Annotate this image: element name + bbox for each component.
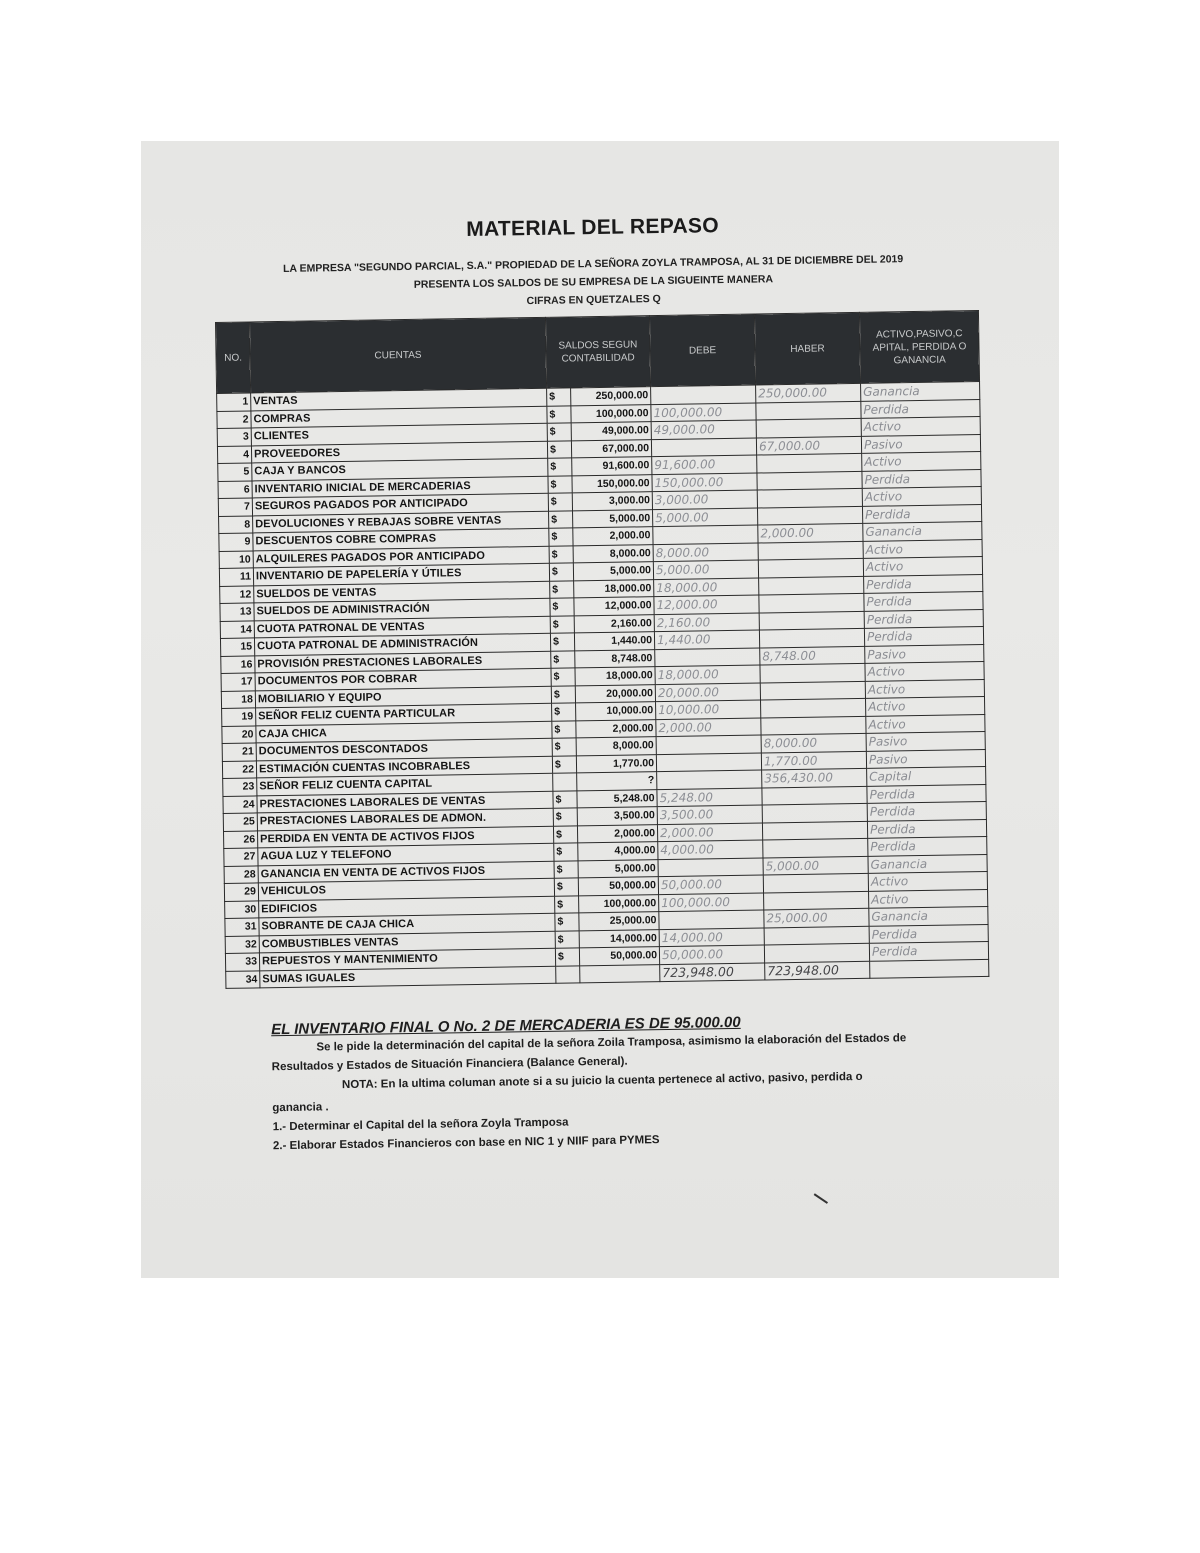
currency-symbol: $ <box>552 738 576 756</box>
currency-symbol: $ <box>550 633 574 651</box>
credit-amount: 67,000.00 <box>756 436 861 455</box>
row-number: 23 <box>223 778 257 796</box>
credit-amount: 25,000.00 <box>764 908 869 927</box>
book-balance: ? <box>577 772 657 791</box>
row-number: 12 <box>220 585 254 603</box>
header-no: NO. <box>216 322 251 394</box>
currency-symbol: $ <box>555 913 579 931</box>
account-name: VEHICULOS <box>258 878 554 900</box>
debit-amount: 150,000.00 <box>652 473 757 492</box>
debit-amount <box>651 385 756 404</box>
debit-amount: 49,000.00 <box>651 420 756 439</box>
currency-symbol: $ <box>547 405 571 423</box>
row-number: 14 <box>220 620 254 638</box>
row-number: 21 <box>222 743 256 761</box>
currency-symbol: $ <box>554 843 578 861</box>
credit-amount: 2,000.00 <box>758 523 863 542</box>
debit-amount: 2,000.00 <box>656 717 761 736</box>
subtitle-line-2: PRESENTA LOS SALDOS DE SU EMPRESA DE LA SIGUEINTE MANERA <box>413 273 774 291</box>
header-cuentas: CUENTAS <box>250 317 547 393</box>
account-name: PROVISIÓN PRESTACIONES LABORALES <box>255 651 551 673</box>
row-number: 28 <box>224 865 258 883</box>
row-number: 29 <box>224 883 258 901</box>
debit-amount: 5,000.00 <box>653 508 758 527</box>
currency-symbol: $ <box>553 825 577 843</box>
debit-amount: 4,000.00 <box>658 840 763 859</box>
credit-amount <box>764 891 869 910</box>
row-number: 20 <box>222 725 256 743</box>
book-balance: 2,000.00 <box>573 527 653 546</box>
account-name: ALQUILERES PAGADOS POR ANTICIPADO <box>253 546 549 568</box>
account-name: REPUESTOS Y MANTENIMIENTO <box>259 948 555 970</box>
currency-symbol: $ <box>549 545 573 563</box>
account-name: SUELDOS DE VENTAS <box>254 581 550 603</box>
account-classification: Activo <box>866 714 985 733</box>
debit-amount <box>659 910 764 929</box>
account-classification: Activo <box>862 487 981 506</box>
account-classification: Capital <box>867 766 986 785</box>
header-haber: HABER <box>754 312 860 385</box>
currency-symbol: $ <box>551 685 575 703</box>
book-balance: 25,000.00 <box>579 912 659 931</box>
book-balance: 67,000.00 <box>571 439 651 458</box>
currency-symbol: $ <box>547 388 571 406</box>
debit-amount: 50,000.00 <box>658 875 763 894</box>
credit-amount <box>764 943 869 962</box>
row-number: 13 <box>220 603 254 621</box>
account-classification: Pasivo <box>861 434 980 453</box>
debit-amount: 20,000.00 <box>655 682 760 701</box>
currency-symbol: $ <box>550 580 574 598</box>
currency-symbol: $ <box>554 860 578 878</box>
instruction-line-2: Resultados y Estados de Situación Financiera (Balance General). <box>271 1055 628 1074</box>
debit-amount: 2,160.00 <box>654 613 759 632</box>
currency-symbol: $ <box>551 650 575 668</box>
credit-amount <box>763 838 868 857</box>
book-balance: 8,000.00 <box>576 737 656 756</box>
task-2: 2.- Elaborar Estados Financieros con base en NIC 1 y NIIF para PYMES <box>272 1134 660 1153</box>
credit-amount <box>757 506 862 525</box>
account-classification: Ganancia <box>868 854 987 873</box>
account-classification: Perdida <box>867 784 986 803</box>
book-balance: 150,000.00 <box>572 474 652 493</box>
currency-symbol: $ <box>550 615 574 633</box>
book-balance: 10,000.00 <box>576 702 656 721</box>
debit-amount: 12,000.00 <box>654 595 759 614</box>
currency-symbol: $ <box>550 598 574 616</box>
book-balance: 14,000.00 <box>579 929 659 948</box>
account-classification: Activo <box>863 556 982 575</box>
debit-amount <box>656 735 761 754</box>
currency-symbol: $ <box>548 493 572 511</box>
debit-amount: 1,440.00 <box>654 630 759 649</box>
book-balance: 5,000.00 <box>578 859 658 878</box>
debit-amount: 100,000.00 <box>651 403 756 422</box>
header-debe: DEBE <box>649 314 755 387</box>
book-balance: 5,000.00 <box>573 509 653 528</box>
account-classification: Perdida <box>862 504 981 523</box>
table-body <box>217 382 989 989</box>
debit-amount: 100,000.00 <box>659 892 764 911</box>
credit-amount <box>757 453 862 472</box>
book-balance: 3,500.00 <box>577 807 657 826</box>
instruction-line-1: Se le pide la determinación del capital de la señora Zoila Tramposa, asimismo la elaboración del Estados de <box>316 1032 907 1054</box>
currency-symbol: $ <box>552 755 576 773</box>
row-number: 32 <box>225 935 259 953</box>
account-classification: Activo <box>865 661 984 680</box>
credit-amount <box>758 558 863 577</box>
account-name: CLIENTES <box>251 423 547 445</box>
account-classification: Perdida <box>869 941 988 960</box>
account-name: DESCUENTOS COBRE COMPRAS <box>253 528 549 550</box>
row-number: 19 <box>222 708 256 726</box>
currency-symbol: $ <box>549 510 573 528</box>
final-inventory-note: EL INVENTARIO FINAL O No. 2 DE MERCADERIA ES DE 95.000.00 <box>270 1013 741 1039</box>
account-name: ESTIMACIÓN CUENTAS INCOBRABLES <box>256 756 552 778</box>
credit-amount <box>757 471 862 490</box>
account-classification: Perdida <box>862 469 981 488</box>
debit-amount: 5,000.00 <box>653 560 758 579</box>
row-number: 34 <box>226 970 260 988</box>
currency-symbol <box>553 773 577 791</box>
credit-amount <box>760 663 865 682</box>
credit-amount <box>763 873 868 892</box>
debit-amount: 18,000.00 <box>655 665 760 684</box>
account-name: MOBILIARIO Y EQUIPO <box>255 686 551 708</box>
row-number: 5 <box>218 463 252 481</box>
credit-amount <box>759 611 864 630</box>
account-name: DOCUMENTOS POR COBRAR <box>255 668 551 690</box>
book-balance: 49,000.00 <box>571 422 651 441</box>
table-header-row <box>216 311 980 394</box>
row-number: 30 <box>225 900 259 918</box>
currency-symbol <box>556 965 580 983</box>
account-classification: Perdida <box>869 924 988 943</box>
credit-amount <box>762 803 867 822</box>
account-name: PERDIDA EN VENTA DE ACTIVOS FIJOS <box>257 826 553 848</box>
row-number: 22 <box>222 760 256 778</box>
account-classification: Perdida <box>864 609 983 628</box>
row-number: 18 <box>221 690 255 708</box>
credit-amount: 723,948.00 <box>765 961 870 980</box>
account-name: CAJA CHICA <box>256 721 552 743</box>
row-number: 3 <box>217 428 251 446</box>
account-classification: Ganancia <box>869 906 988 925</box>
row-number: 8 <box>219 515 253 533</box>
account-classification: Perdida <box>868 836 987 855</box>
account-name: VENTAS <box>251 388 547 410</box>
book-balance: 12,000.00 <box>574 597 654 616</box>
credit-amount: 250,000.00 <box>756 383 861 402</box>
book-balance: 5,248.00 <box>577 789 657 808</box>
account-classification: Perdida <box>864 574 983 593</box>
book-balance: 3,000.00 <box>572 492 652 511</box>
row-number: 26 <box>223 830 257 848</box>
account-classification: Pasivo <box>865 644 984 663</box>
account-classification: Activo <box>868 871 987 890</box>
credit-amount: 356,430.00 <box>762 768 867 787</box>
debit-amount: 3,000.00 <box>652 490 757 509</box>
account-name: DEVOLUCIONES Y REBAJAS SOBRE VENTAS <box>253 511 549 533</box>
account-classification: Activo <box>865 679 984 698</box>
account-classification <box>870 959 989 978</box>
task-1: 1.- Determinar el Capital del la señora Zoyla Tramposa <box>272 1116 569 1134</box>
book-balance: 250,000.00 <box>571 387 651 406</box>
account-classification: Ganancia <box>863 521 982 540</box>
debit-amount: 14,000.00 <box>659 927 764 946</box>
photographed-page <box>141 141 1059 1278</box>
debit-amount <box>655 648 760 667</box>
account-classification: Activo <box>869 889 988 908</box>
worksheet <box>132 134 1068 1285</box>
credit-amount <box>761 716 866 735</box>
credit-amount <box>762 821 867 840</box>
account-name: SEÑOR FELIZ CUENTA PARTICULAR <box>256 703 552 725</box>
header-saldos: SALDOS SEGUN CONTABILIDAD <box>545 316 650 389</box>
account-classification: Perdida <box>867 819 986 838</box>
book-balance: 50,000.00 <box>578 877 658 896</box>
row-number: 15 <box>220 638 254 656</box>
account-classification: Activo <box>861 417 980 436</box>
page-title: MATERIAL DEL REPASO <box>466 214 720 242</box>
credit-amount <box>758 541 863 560</box>
credit-amount <box>762 786 867 805</box>
book-balance: 4,000.00 <box>578 842 658 861</box>
accounts-table <box>215 310 989 989</box>
book-balance: 18,000.00 <box>575 667 655 686</box>
account-classification: Pasivo <box>866 749 985 768</box>
debit-amount: 18,000.00 <box>654 578 759 597</box>
debit-amount <box>656 752 761 771</box>
debit-amount: 91,600.00 <box>652 455 757 474</box>
header-clasificacion: ACTIVO,PASIVO,C APITAL, PERDIDA O GANANCIA <box>859 311 979 384</box>
account-name: SOBRANTE DE CAJA CHICA <box>259 913 555 935</box>
account-name: GANANCIA EN VENTA DE ACTIVOS FIJOS <box>258 861 554 883</box>
note-line-2: ganancia . <box>272 1101 329 1115</box>
note-line-1: NOTA: En la ultima columan anote si a su juicio la cuenta pertenece al activo, pasivo, perdida o <box>341 1070 863 1092</box>
book-balance: 8,000.00 <box>573 544 653 563</box>
account-classification: Perdida <box>864 591 983 610</box>
account-name: INVENTARIO INICIAL DE MERCADERIAS <box>252 476 548 498</box>
account-name: PROVEEDORES <box>251 441 547 463</box>
credit-amount <box>760 681 865 700</box>
book-balance: 2,000.00 <box>576 719 656 738</box>
subtitle-line-1: LA EMPRESA "SEGUNDO PARCIAL, S.A." PROPIEDAD DE LA SEÑORA ZOYLA TRAMPOSA, AL 31 DE DICIEMBRE DEL 2019 <box>282 253 904 275</box>
debit-amount: 50,000.00 <box>659 945 764 964</box>
book-balance: 100,000.00 <box>571 404 651 423</box>
row-number: 1 <box>217 393 251 411</box>
currency-symbol: $ <box>551 668 575 686</box>
account-name: SUELDOS DE ADMINISTRACIÓN <box>254 598 550 620</box>
credit-amount <box>759 593 864 612</box>
currency-symbol: $ <box>553 808 577 826</box>
account-name: EDIFICIOS <box>259 896 555 918</box>
currency-symbol: $ <box>548 475 572 493</box>
account-name: CUOTA PATRONAL DE ADMINISTRACIÓN <box>254 633 550 655</box>
credit-amount: 1,770.00 <box>761 751 866 770</box>
currency-symbol: $ <box>554 878 578 896</box>
pen-mark <box>814 1193 828 1204</box>
book-balance <box>580 964 660 983</box>
book-balance: 1,770.00 <box>576 754 656 773</box>
credit-amount <box>757 488 862 507</box>
account-classification: Activo <box>862 452 981 471</box>
row-number: 17 <box>221 673 255 691</box>
account-classification: Activo <box>866 696 985 715</box>
currency-symbol: $ <box>552 703 576 721</box>
account-name: INVENTARIO DE PAPELERÍA Y ÚTILES <box>253 563 549 585</box>
row-number: 24 <box>223 795 257 813</box>
account-name: CUOTA PATRONAL DE VENTAS <box>254 616 550 638</box>
row-number: 25 <box>223 813 257 831</box>
account-classification: Perdida <box>864 626 983 645</box>
account-name: SEÑOR FELIZ CUENTA CAPITAL <box>257 773 553 795</box>
debit-amount: 2,000.00 <box>657 822 762 841</box>
row-number: 31 <box>225 918 259 936</box>
row-number: 6 <box>218 480 252 498</box>
account-classification: Activo <box>863 539 982 558</box>
book-balance: 8,748.00 <box>575 649 655 668</box>
account-name: CAJA Y BANCOS <box>252 458 548 480</box>
book-balance: 50,000.00 <box>579 947 659 966</box>
credit-amount: 8,748.00 <box>760 646 865 665</box>
credit-amount <box>761 698 866 717</box>
book-balance: 20,000.00 <box>575 684 655 703</box>
debit-amount: 10,000.00 <box>656 700 761 719</box>
credit-amount <box>764 926 869 945</box>
row-number: 2 <box>217 410 251 428</box>
account-name: DOCUMENTOS DESCONTADOS <box>256 738 552 760</box>
currency-symbol: $ <box>552 720 576 738</box>
account-classification: Perdida <box>867 801 986 820</box>
account-name: COMPRAS <box>251 406 547 428</box>
row-number: 11 <box>219 568 253 586</box>
debit-amount <box>658 857 763 876</box>
row-number: 4 <box>217 445 251 463</box>
currency-symbol: $ <box>555 948 579 966</box>
book-balance: 100,000.00 <box>579 894 659 913</box>
row-number: 16 <box>221 655 255 673</box>
book-balance: 2,000.00 <box>577 824 657 843</box>
credit-amount <box>759 628 864 647</box>
account-name: SUMAS IGUALES <box>260 966 556 988</box>
account-name: PRESTACIONES LABORALES DE VENTAS <box>257 791 553 813</box>
currency-symbol: $ <box>555 930 579 948</box>
debit-amount: 8,000.00 <box>653 543 758 562</box>
book-balance: 1,440.00 <box>574 632 654 651</box>
account-classification: Ganancia <box>861 382 980 401</box>
credit-amount <box>759 576 864 595</box>
row-number: 10 <box>219 550 253 568</box>
row-number: 7 <box>218 498 252 516</box>
book-balance: 91,600.00 <box>572 457 652 476</box>
account-name: SEGUROS PAGADOS POR ANTICIPADO <box>252 493 548 515</box>
row-number: 9 <box>219 533 253 551</box>
debit-amount: 3,500.00 <box>657 805 762 824</box>
currency-symbol: $ <box>549 563 573 581</box>
account-name: AGUA LUZ Y TELEFONO <box>258 843 554 865</box>
credit-amount <box>756 401 861 420</box>
currency-symbol: $ <box>547 423 571 441</box>
debit-amount <box>653 525 758 544</box>
account-name: COMBUSTIBLES VENTAS <box>259 931 555 953</box>
account-name: PRESTACIONES LABORALES DE ADMON. <box>257 808 553 830</box>
currency-symbol: $ <box>548 458 572 476</box>
debit-amount: 723,948.00 <box>660 962 765 981</box>
subtitle-line-3: CIFRAS EN QUETZALES Q <box>526 293 661 308</box>
debit-amount <box>657 770 762 789</box>
account-classification: Perdida <box>861 399 980 418</box>
debit-amount: 5,248.00 <box>657 787 762 806</box>
book-balance: 18,000.00 <box>574 579 654 598</box>
currency-symbol: $ <box>555 895 579 913</box>
account-classification: Pasivo <box>866 731 985 750</box>
currency-symbol: $ <box>549 528 573 546</box>
credit-amount: 8,000.00 <box>761 733 866 752</box>
credit-amount: 5,000.00 <box>763 856 868 875</box>
credit-amount <box>756 418 861 437</box>
debit-amount <box>651 438 756 457</box>
row-number: 33 <box>225 953 259 971</box>
book-balance: 2,160.00 <box>574 614 654 633</box>
book-balance: 5,000.00 <box>573 562 653 581</box>
currency-symbol: $ <box>553 790 577 808</box>
currency-symbol: $ <box>547 440 571 458</box>
row-number: 27 <box>224 848 258 866</box>
